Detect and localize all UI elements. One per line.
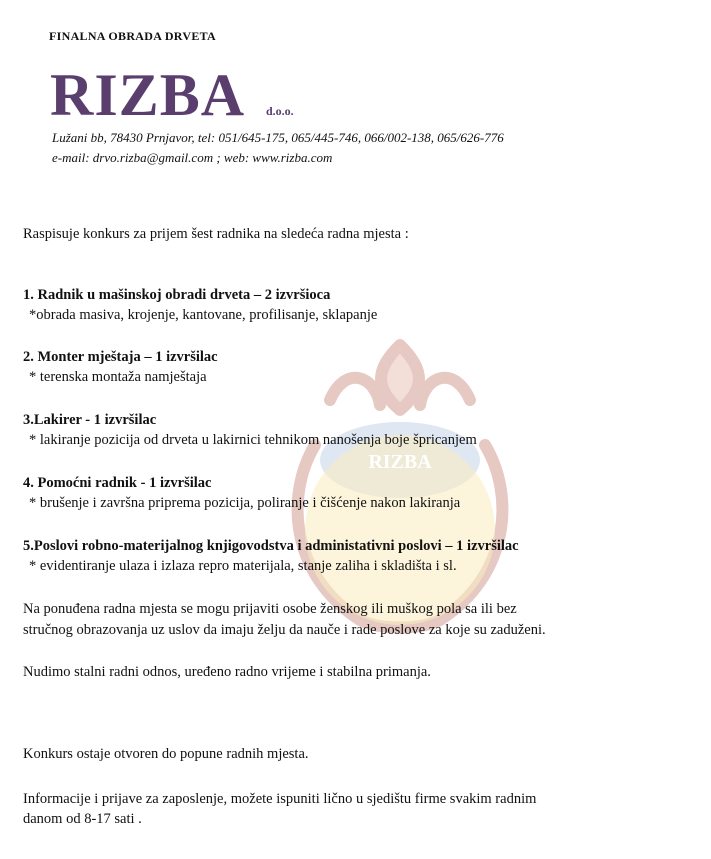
job-description: * terenska montaža namještaja <box>29 369 207 385</box>
job-title: 4. Pomoćni radnik - 1 izvršilac <box>23 475 212 491</box>
job-title: 1. Radnik u mašinskoj obradi drveta – 2 izvršioca <box>23 287 331 303</box>
company-brand: RIZBA <box>50 62 246 128</box>
info-text-line2: danom od 8-17 sati . <box>23 811 142 827</box>
offer-text: Nudimo stalni radni odnos, uređeno radno vrijeme i stabilna primanja. <box>23 664 431 680</box>
job-item <box>23 410 477 450</box>
job-title: 2. Monter mještaja – 1 izvršilac <box>23 349 218 365</box>
job-item <box>23 473 460 513</box>
job-item <box>23 347 218 387</box>
job-description: *obrada masiva, krojenje, kantovane, profilisanje, sklapanje <box>29 307 378 323</box>
job-description: * lakiranje pozicija od drveta u lakirnici tehnikom nanošenja boje špricanjem <box>29 432 477 448</box>
job-title: 3.Lakirer - 1 izvršilac <box>23 412 157 428</box>
info-text-line1: Informacije i prijave za zaposlenje, možete ispuniti lično u sjedištu firme svakim radnim <box>23 791 537 807</box>
open-until-text: Konkurs ostaje otvoren do popune radnih mjesta. <box>23 746 309 762</box>
watermark-text: RIZBA <box>368 451 432 473</box>
job-description: * brušenje i završna priprema pozicija, poliranje i čišćenje nakon lakiranja <box>29 495 461 511</box>
job-item <box>23 536 519 576</box>
company-subtitle: FINALNA OBRADA DRVETA <box>49 29 217 43</box>
contact-address-phones: Lužani bb, 78430 Prnjavor, tel: 051/645-175, 065/445-746, 066/002-138, 065/626-776 <box>52 130 504 145</box>
eligibility-text-line1: Na ponuđena radna mjesta se mogu prijaviti osobe ženskog ili muškog pola sa ili bez <box>23 601 517 617</box>
contact-email-web: e-mail: drvo.rizba@gmail.com ; web: www.rizba.com <box>52 150 333 165</box>
company-legal-form: d.o.o. <box>266 104 294 118</box>
job-description: * evidentiranje ulaza i izlaza repro materijala, stanje zaliha i skladišta i sl. <box>29 558 457 574</box>
eligibility-text-line2: stručnog obrazovanja uz uslov da imaju želju da nauče i rade poslove za koje su zaduženi. <box>23 622 546 638</box>
job-title: 5.Poslovi robno-materijalnog knjigovodstva i administativni poslovi – 1 izvršilac <box>23 538 519 554</box>
intro-text: Raspisuje konkurs za prijem šest radnika na sledeća radna mjesta : <box>23 226 409 242</box>
job-item <box>23 285 377 325</box>
